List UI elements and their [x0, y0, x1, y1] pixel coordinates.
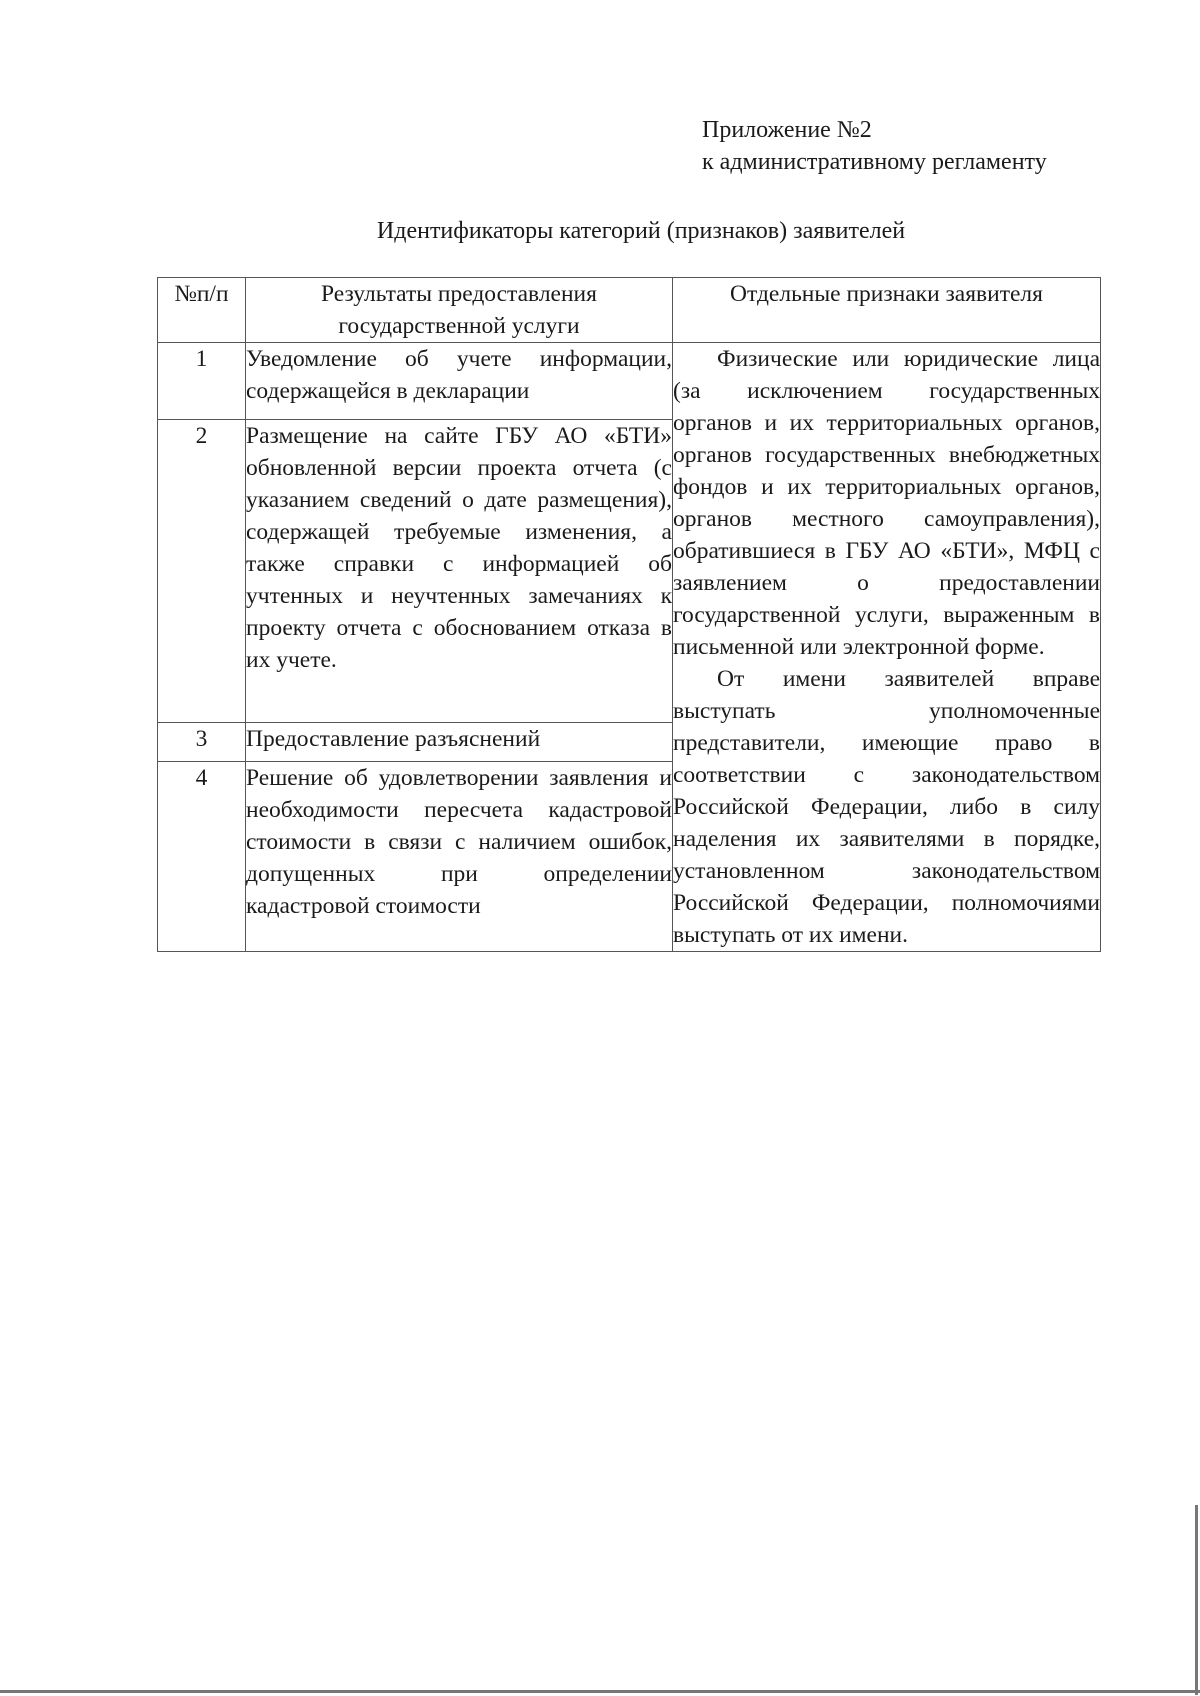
document-title: Идентификаторы категорий (признаков) заявителей [376, 218, 906, 244]
applicant-categories-table [157, 277, 1101, 952]
header-number: №п/п [158, 278, 246, 343]
row-result: Уведомление об учете информации, содержащейся в декларации [246, 343, 673, 420]
row-number: 2 [158, 419, 246, 722]
table-row [158, 343, 1101, 420]
appendix-header [702, 114, 1047, 178]
signs-paragraph-1: Физические или юридические лица (за исключением государственных органов и их территориальных органов, органов государственных внебюджетных фондов и их территориальных органов, органов местного самоуправления), обратившиеся в ГБУ АО «БТИ», МФЦ с заявлением о предоставлении государственной услуги, выраженным в письменной или электронной форме. [673, 346, 1100, 660]
row-number: 1 [158, 343, 246, 420]
appendix-reference: к административному регламенту [702, 149, 1047, 175]
header-signs: Отдельные признаки заявителя [673, 278, 1101, 343]
row-result: Решение об удовлетворении заявления и необходимости пересчета кадастровой стоимости в связи с наличием ошибок, допущенных при определении кадастровой стоимости [246, 761, 673, 951]
row-result: Предоставление разъяснений [246, 723, 673, 762]
header-results: Результаты предоставления государственной услуги [246, 278, 673, 343]
scan-edge-artifact [1195, 1505, 1198, 1695]
row-result: Размещение на сайте ГБУ АО «БТИ» обновленной версии проекта отчета (с указанием сведений о дате размещения), содержащей требуемые изменения, а также справки с информацией об учтенных и неучтенных замечаниях к проекту отчета с обоснованием отказа в их учете. [246, 419, 673, 722]
applicant-signs-cell [673, 343, 1101, 952]
table-header-row [158, 278, 1101, 343]
scan-bottom-line [0, 1690, 1200, 1693]
row-number: 4 [158, 761, 246, 951]
appendix-number: Приложение №2 [702, 117, 872, 143]
row-number: 3 [158, 723, 246, 762]
signs-paragraph-2: От имени заявителей вправе выступать уполномоченные представители, имеющие право в соответствии с законодательством Российской Федерации, либо в силу наделения их заявителями в порядке, установленном законодательством Российской Федерации, полномочиями выступать от их имени. [673, 666, 1100, 948]
